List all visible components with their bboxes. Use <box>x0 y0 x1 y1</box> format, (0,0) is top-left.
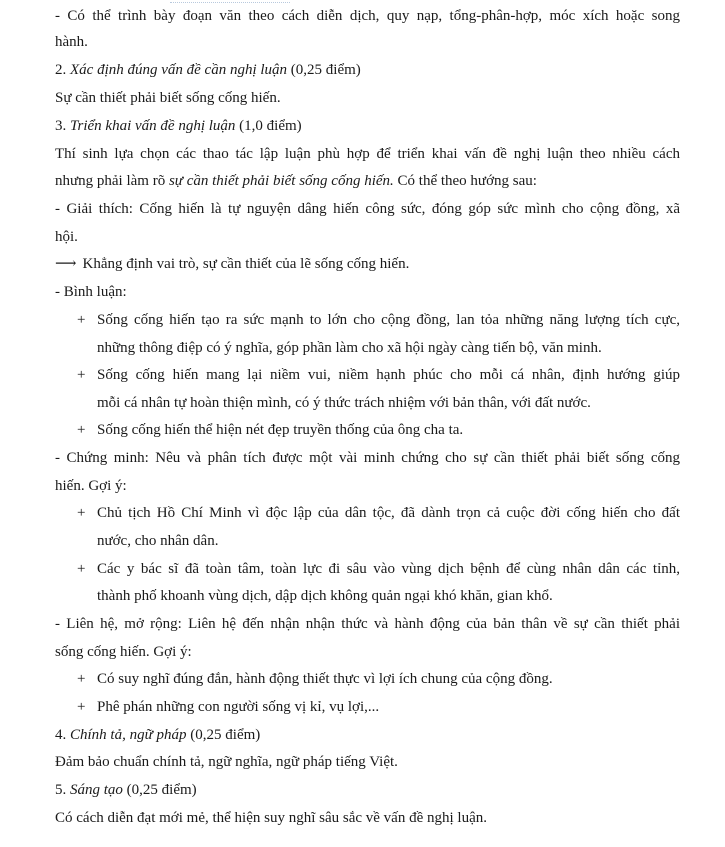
paragraph-line: Có cách diễn đạt mới mẻ, thể hiện suy nghĩ sâu sắc về vấn đề nghị luận. <box>55 810 487 826</box>
section-title: Chính tả, ngữ pháp <box>70 727 187 743</box>
text-run: Khẳng định vai trò, sự cần thiết của lẽ sống cống hiến. <box>82 256 410 272</box>
paragraph-line: hiến. Gợi ý: <box>55 478 127 494</box>
paragraph-line: Thí sinh lựa chọn các thao tác lập luận phù hợp để triển khai vấn đề nghị luận theo nhiều cách <box>55 146 680 162</box>
section-points: (0,25 điểm) <box>290 62 361 78</box>
paragraph-line: - Chứng minh: Nêu và phân tích được một vài minh chứng cho sự cần thiết phải biết sống cống <box>55 450 680 466</box>
paragraph-line: Sự cần thiết phải biết sống cống hiến. <box>55 90 281 106</box>
list-item: Có suy nghĩ đúng đắn, hành động thiết thực vì lợi ích chung của cộng đồng. <box>97 671 553 687</box>
paragraph-line: - Giải thích: Cống hiến là tự nguyện dâng hiến công sức, đóng góp sức mình cho cộng đồng, xã <box>55 201 680 217</box>
section-heading-2 <box>55 60 680 80</box>
list-item: Sống cống hiến tạo ra sức mạnh to lớn cho cộng đồng, lan tỏa những năng lượng tích cực, <box>97 312 680 328</box>
list-item: thành phố khoanh vùng dịch, dập dịch không quản ngại khó khăn, gian khổ. <box>97 588 553 604</box>
paragraph-line: - Có thể trình bày đoạn văn theo cách diễn dịch, quy nạp, tổng-phân-hợp, móc xích hoặc song <box>55 8 680 24</box>
paragraph-line: hội. <box>55 229 78 245</box>
paragraph-line <box>55 254 680 274</box>
text-run: Có thể theo hướng sau: <box>397 173 537 189</box>
list-item: Phê phán những con người sống vị kỉ, vụ lợi,... <box>97 699 380 715</box>
bullet-plus-icon: + <box>77 312 86 328</box>
clipped-top-line <box>170 0 290 3</box>
bullet-plus-icon: + <box>77 561 86 577</box>
paragraph-line: sống cống hiến. Gợi ý: <box>55 644 192 660</box>
section-points: (0,25 điểm) <box>126 782 197 798</box>
paragraph-line: Đảm bảo chuẩn chính tả, ngữ nghĩa, ngữ pháp tiếng Việt. <box>55 754 398 770</box>
bullet-plus-icon: + <box>77 699 86 715</box>
section-number: 3. <box>55 118 67 134</box>
arrow-icon: ⟶ <box>55 256 77 272</box>
bullet-plus-icon: + <box>77 422 86 438</box>
section-heading-4 <box>55 725 680 745</box>
list-item: nước, cho nhân dân. <box>97 533 219 549</box>
paragraph-line: - Bình luận: <box>55 284 127 300</box>
section-heading-3 <box>55 116 680 136</box>
list-item: mỗi cá nhân tự hoàn thiện mình, có ý thức trách nhiệm với bản thân, với đất nước. <box>97 395 591 411</box>
bullet-plus-icon: + <box>77 671 86 687</box>
list-item: Sống cống hiến thể hiện nét đẹp truyền thống của ông cha ta. <box>97 422 464 438</box>
section-points: (0,25 điểm) <box>190 727 261 743</box>
section-heading-5 <box>55 780 680 800</box>
section-title: Xác định đúng vấn đề cần nghị luận <box>70 62 288 78</box>
section-title: Sáng tạo <box>70 782 123 798</box>
section-title: Triển khai vấn đề nghị luận <box>70 118 236 134</box>
list-item: những thông điệp có ý nghĩa, góp phần làm cho xã hội ngày càng tiến bộ, văn minh. <box>97 340 602 356</box>
section-number: 4. <box>55 727 67 743</box>
paragraph-line: - Liên hệ, mở rộng: Liên hệ đến nhận nhận thức và hành động của bản thân về sự cần thiết phải <box>55 616 680 632</box>
list-item: Các y bác sĩ đã toàn tâm, toàn lực đi sâu vào vùng dịch bệnh để cùng nhân dân các tỉnh, <box>97 561 680 577</box>
list-item: Chủ tịch Hồ Chí Minh vì độc lập của dân tộc, đã dành trọn cả cuộc đời cống hiến cho đất <box>97 505 680 521</box>
text-run: nhưng phải làm rõ <box>55 173 166 189</box>
bullet-plus-icon: + <box>77 367 86 383</box>
paragraph-line <box>55 171 680 191</box>
list-item: Sống cống hiến mang lại niềm vui, niềm hạnh phúc cho mỗi cá nhân, định hướng giúp <box>97 367 680 383</box>
paragraph-line: hành. <box>55 34 88 50</box>
bullet-plus-icon: + <box>77 505 86 521</box>
section-number: 2. <box>55 62 67 78</box>
section-number: 5. <box>55 782 67 798</box>
emphasis-text: sự cần thiết phải biết sống cống hiến. <box>168 173 394 189</box>
section-points: (1,0 điểm) <box>239 118 302 134</box>
